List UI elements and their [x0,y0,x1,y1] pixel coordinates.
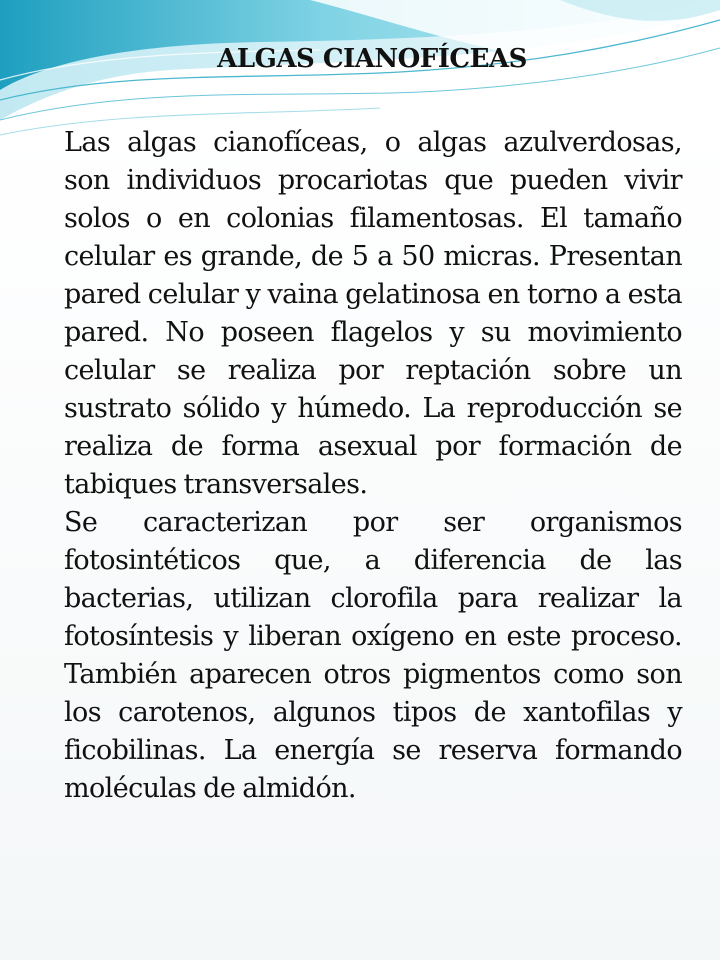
body-text [64,124,682,808]
paragraph-1: Las algas cianofíceas, o algas azulverdosas, son individuos procariotas que pueden vivir solos o en colonias filamentosas. El tamaño celular es grande, de 5 a 50 micras. Presentan pared celular y vaina gelatinosa en torno a esta pared. No poseen flagelos y su movimiento celular se realiza por reptación sobre un sustrato sólido y húmedo. La reproducción se realiza de forma asexual por formación de tabiques transversales. [64,127,682,500]
slide-title: ALGAS CIANOFÍCEAS [217,44,527,74]
paragraph-2: Se caracterizan por ser organismos fotosintéticos que, a diferencia de las bacterias, utilizan clorofila para realizar la fotosíntesis y liberan oxígeno en este proceso. También aparecen otros pigmentos como son los carotenos, algunos tipos de xantofilas y ficobilinas. La energía se reserva formando moléculas de almidón. [64,507,682,804]
